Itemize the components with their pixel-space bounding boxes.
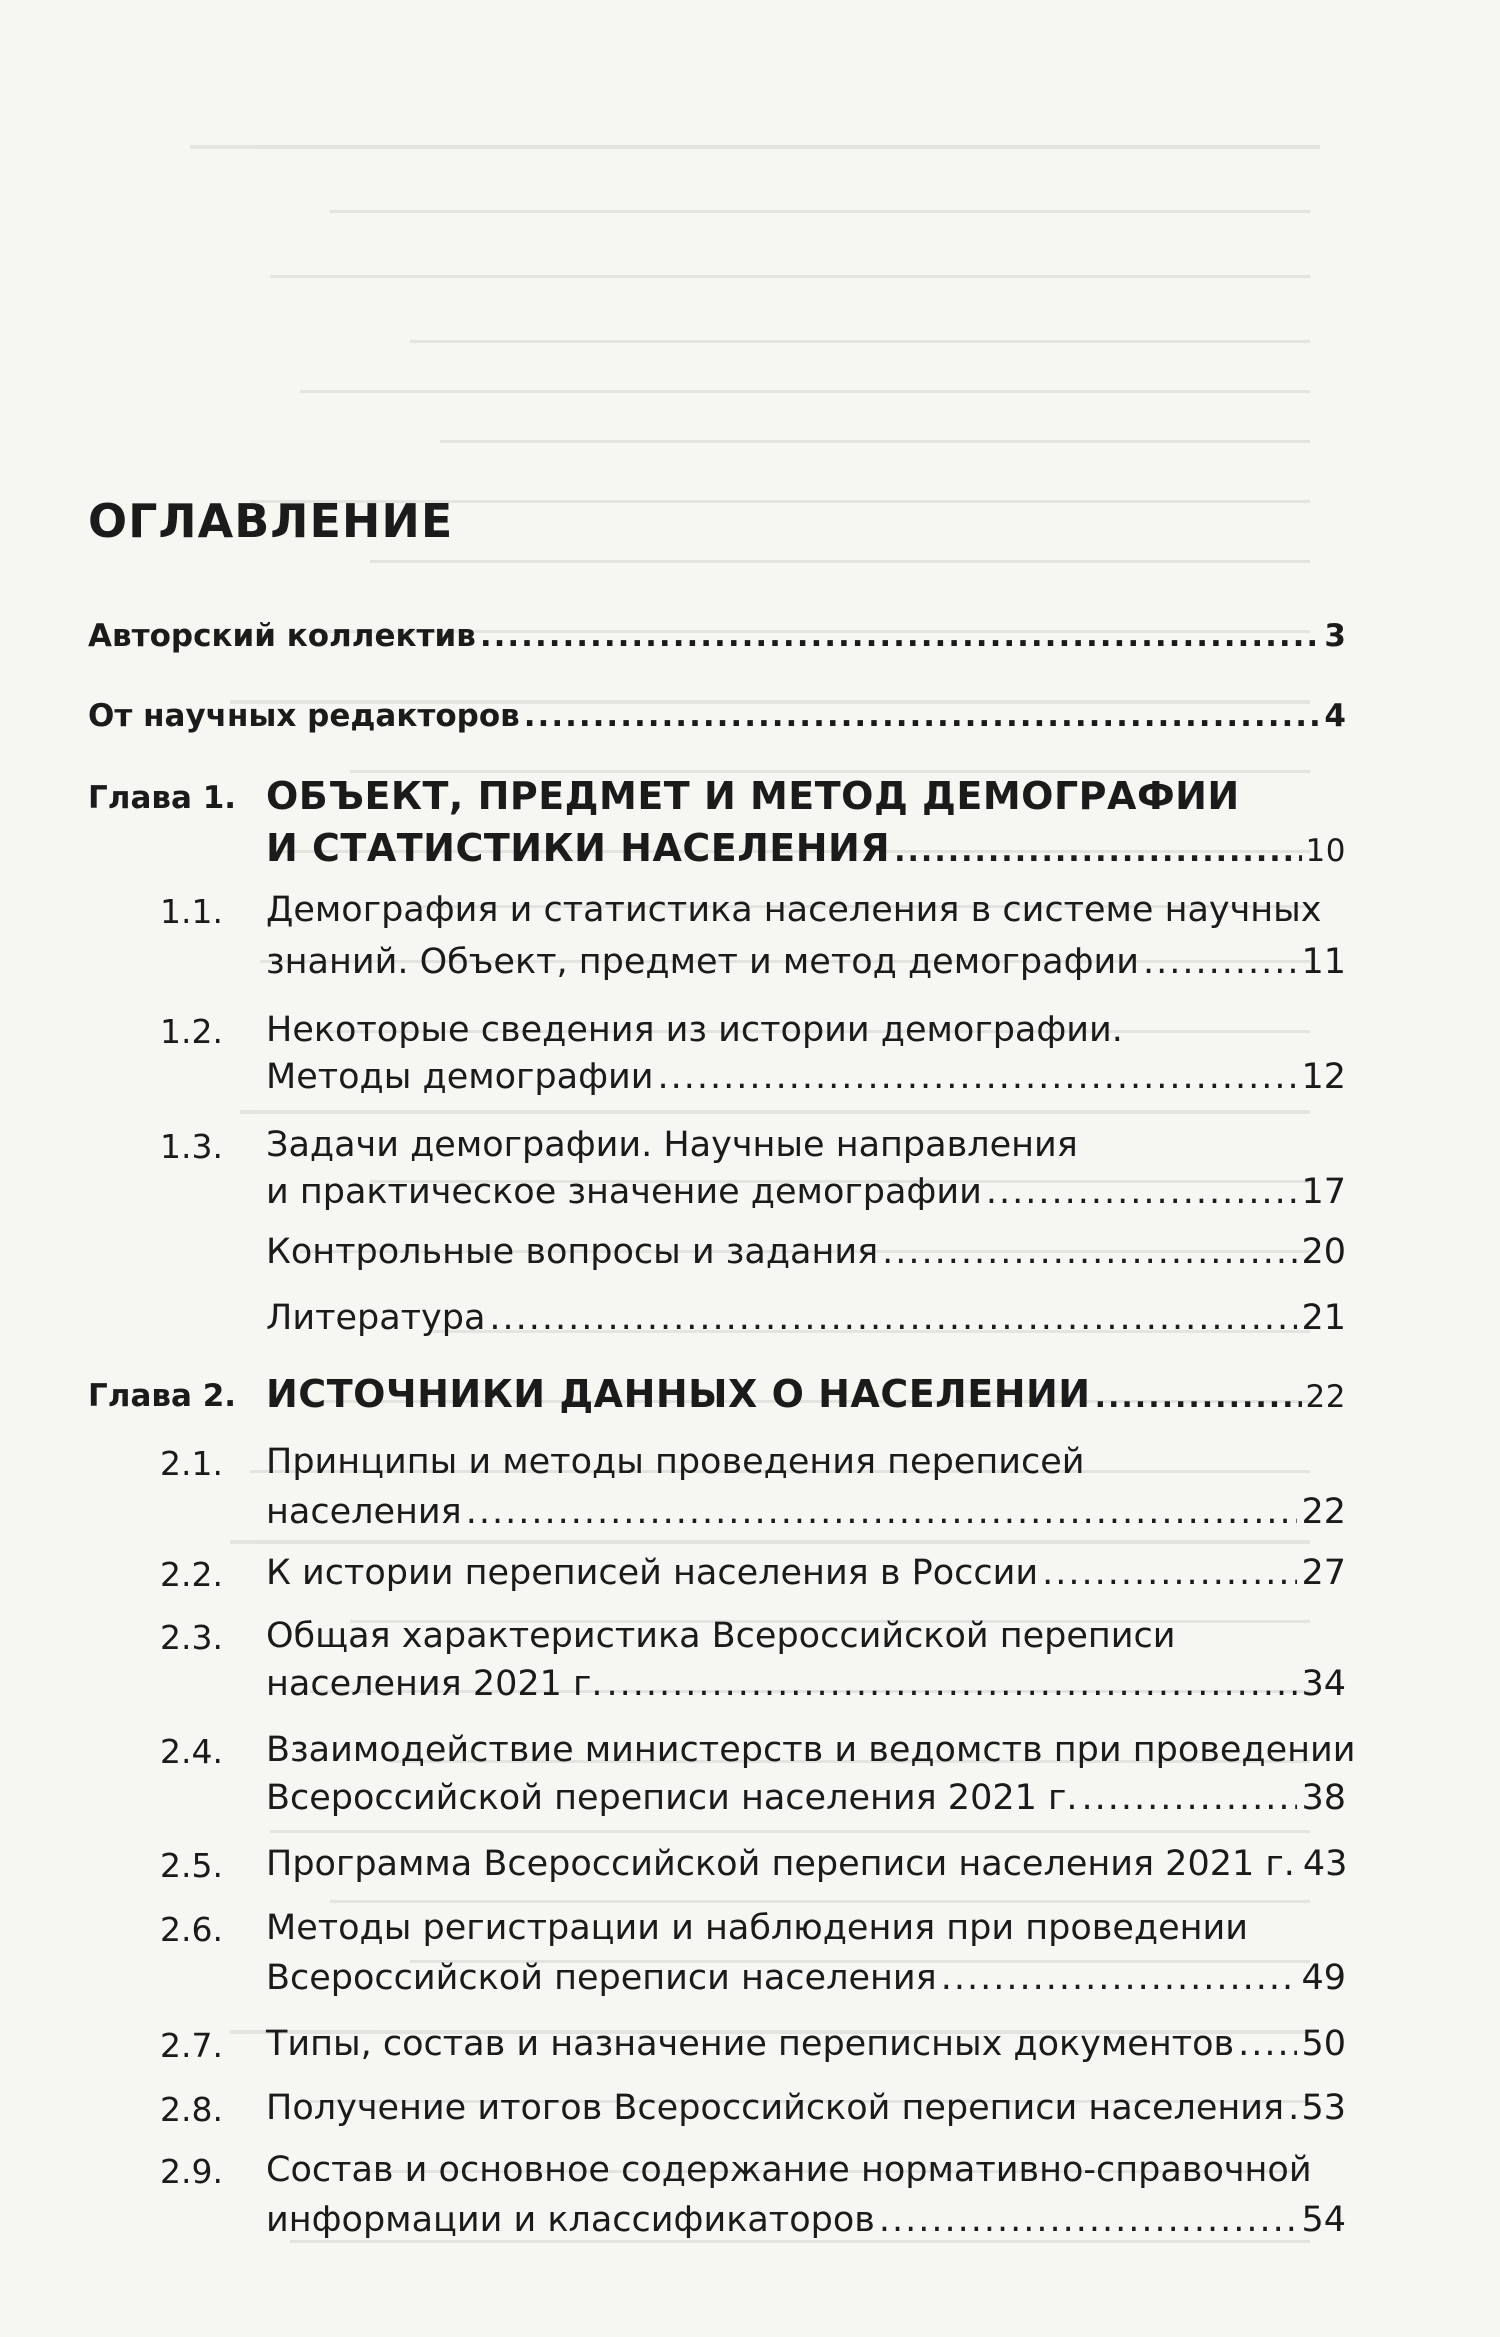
- page-number: 12: [1301, 1057, 1346, 1097]
- page-number: 34: [1301, 1664, 1346, 1704]
- chapter-2-label: Глава 2.: [88, 1378, 237, 1414]
- toc-entry-literature-1[interactable]: [266, 1298, 1346, 1338]
- toc-entry-editors[interactable]: [88, 698, 1346, 734]
- page-number: 43: [1302, 1844, 1348, 1884]
- section-title-line2: Всероссийской переписи населения: [266, 1958, 937, 1998]
- leader-dots: [1095, 1380, 1302, 1415]
- section-title-line1: Взаимодействие министерств и ведомств при проведении: [266, 1730, 1356, 1770]
- section-title-line2: Всероссийской переписи населения 2021 г.: [266, 1778, 1078, 1818]
- toc-entry-section-2-5[interactable]: [266, 1844, 1346, 1884]
- section-title-line1: Некоторые сведения из истории демографии.: [266, 1010, 1123, 1050]
- section-number: 2.3.: [160, 1618, 223, 1657]
- section-title: Получение итогов Всероссийской переписи населения: [266, 2088, 1285, 2128]
- leader-dots: [1042, 1553, 1297, 1593]
- page-number: 3: [1324, 618, 1346, 654]
- section-title-line1: Задачи демографии. Научные направления: [266, 1125, 1078, 1165]
- leader-dots: [466, 1492, 1298, 1532]
- section-number: 2.1.: [160, 1444, 223, 1483]
- chapter-1-title-line1: ОБЪЕКТ, ПРЕДМЕТ И МЕТОД ДЕМОГРАФИИ: [266, 774, 1240, 818]
- entry-title: Литература: [266, 1298, 486, 1338]
- section-number: 1.2.: [160, 1012, 223, 1051]
- page-number: 38: [1301, 1778, 1346, 1818]
- page-number: 17: [1301, 1172, 1346, 1212]
- section-title-line1: Демография и статистика населения в системе научных: [266, 890, 1322, 930]
- toc-entry-section-2-4[interactable]: [266, 1778, 1346, 1818]
- section-number: 1.3.: [160, 1127, 223, 1166]
- toc-entry-section-2-1[interactable]: [266, 1492, 1346, 1532]
- section-title: Программа Всероссийской переписи населения 2021 г.: [266, 1844, 1295, 1884]
- section-title-line1: Принципы и методы проведения переписей: [266, 1442, 1085, 1482]
- page-number: 11: [1301, 942, 1346, 982]
- page-number: 50: [1301, 2024, 1346, 2064]
- section-number: 2.2.: [160, 1555, 223, 1594]
- section-number: 1.1.: [160, 892, 223, 931]
- leader-dots: [894, 834, 1301, 869]
- section-title: К истории переписей населения в России: [266, 1553, 1039, 1593]
- section-title-line1: Методы регистрации и наблюдения при проведении: [266, 1908, 1249, 1948]
- section-number: 2.7.: [160, 2026, 223, 2065]
- leader-dots: [480, 618, 1321, 654]
- toc-entry-section-2-9[interactable]: [266, 2200, 1346, 2240]
- page-number: 10: [1305, 833, 1346, 869]
- page-number: 27: [1301, 1553, 1346, 1593]
- page-number: 22: [1301, 1492, 1346, 1532]
- section-title: Типы, состав и назначение переписных документов: [266, 2024, 1235, 2064]
- entry-title: От научных редакторов: [88, 698, 520, 734]
- section-number: 2.9.: [160, 2152, 223, 2191]
- leader-dots: [941, 1958, 1298, 1998]
- section-title-line2: населения: [266, 1492, 462, 1532]
- chapter-1-title-line2: И СТАТИСТИКИ НАСЕЛЕНИЯ: [266, 826, 891, 870]
- chapter-2-title: ИСТОЧНИКИ ДАННЫХ О НАСЕЛЕНИИ: [266, 1372, 1091, 1416]
- page-number: 49: [1301, 1958, 1346, 1998]
- page-number: 20: [1301, 1232, 1346, 1272]
- toc-heading: ОГЛАВЛЕНИЕ: [88, 494, 454, 548]
- section-number: 2.5.: [160, 1846, 223, 1885]
- page-number: 53: [1301, 2088, 1346, 2128]
- leader-dots: [882, 1232, 1297, 1272]
- leader-dots: [658, 1057, 1298, 1097]
- toc-entry-questions-1[interactable]: [266, 1232, 1346, 1272]
- toc-entry-chapter-1[interactable]: [266, 826, 1346, 870]
- leader-dots: [1082, 1778, 1298, 1818]
- leader-dots: [1143, 942, 1297, 982]
- section-title-line1: Состав и основное содержание нормативно-справочной: [266, 2150, 1312, 2190]
- toc-entry-chapter-2[interactable]: [266, 1372, 1346, 1416]
- leader-dots: [524, 698, 1321, 734]
- toc-entry-section-1-1[interactable]: [266, 942, 1346, 982]
- leader-dots: [1238, 2024, 1297, 2064]
- section-title-line2: информации и классификаторов: [266, 2200, 875, 2240]
- toc-entry-section-2-3[interactable]: [266, 1664, 1346, 1704]
- page-number: 21: [1301, 1298, 1346, 1338]
- page-number: 4: [1324, 698, 1346, 734]
- page-number: 54: [1301, 2200, 1346, 2240]
- page-number: 22: [1305, 1379, 1346, 1415]
- section-title-line2: населения 2021 г.: [266, 1664, 603, 1704]
- leader-dots: [1288, 2088, 1297, 2128]
- leader-dots: [879, 2200, 1298, 2240]
- section-title-line1: Общая характеристика Всероссийской переписи: [266, 1616, 1176, 1656]
- toc-entry-section-2-2[interactable]: [266, 1553, 1346, 1593]
- entry-title: Авторский коллектив: [88, 618, 476, 654]
- toc-entry-section-2-7[interactable]: [266, 2024, 1346, 2064]
- section-number: 2.6.: [160, 1910, 223, 1949]
- section-number: 2.8.: [160, 2090, 223, 2129]
- leader-dots: [607, 1664, 1298, 1704]
- toc-entry-section-1-2[interactable]: [266, 1057, 1346, 1097]
- entry-title: Контрольные вопросы и задания: [266, 1232, 879, 1272]
- section-title-line2: и практическое значение демографии: [266, 1172, 982, 1212]
- section-number: 2.4.: [160, 1732, 223, 1771]
- toc-entry-authors[interactable]: [88, 618, 1346, 654]
- leader-dots: [489, 1298, 1297, 1338]
- toc-entry-section-2-6[interactable]: [266, 1958, 1346, 1998]
- chapter-1-label: Глава 1.: [88, 780, 237, 816]
- section-title-line2: знаний. Объект, предмет и метод демографии: [266, 942, 1139, 982]
- section-title-line2: Методы демографии: [266, 1057, 654, 1097]
- toc-entry-section-2-8[interactable]: [266, 2088, 1346, 2128]
- leader-dots: [986, 1172, 1298, 1212]
- toc-entry-section-1-3[interactable]: [266, 1172, 1346, 1212]
